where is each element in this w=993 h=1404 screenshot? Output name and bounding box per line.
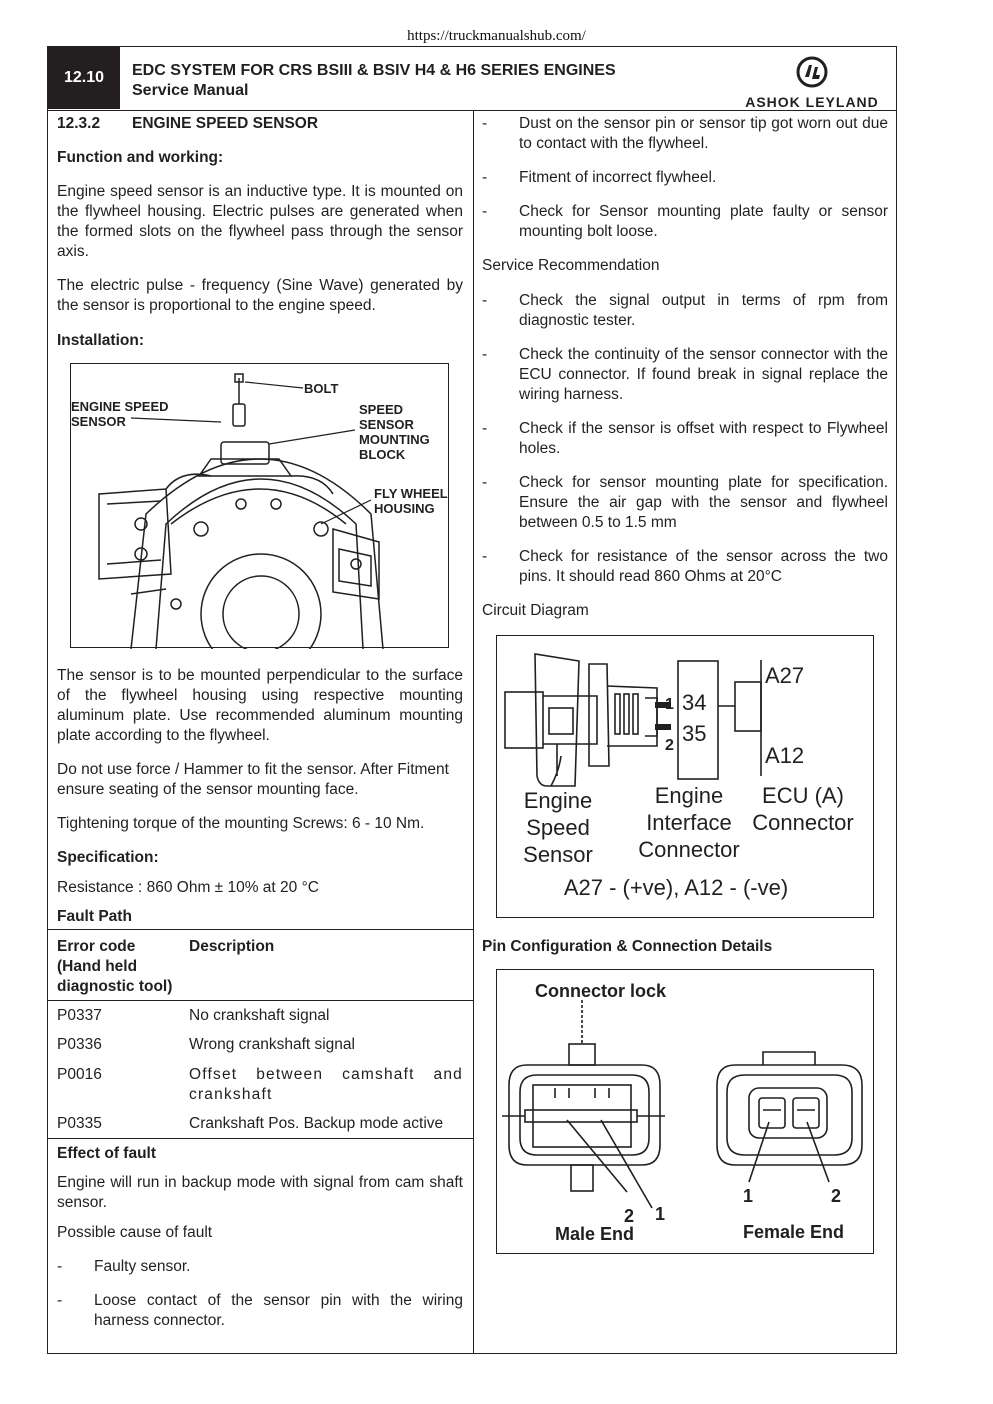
manual-title: EDC SYSTEM FOR CRS BSIII & BSIV H4 & H6 SERIES ENGINES xyxy=(132,62,616,79)
service-item xyxy=(482,419,888,459)
table-header-code-2: (Hand held xyxy=(57,958,138,975)
dash-bullet: - xyxy=(57,1292,63,1309)
label-block: BLOCK xyxy=(359,447,406,462)
dash-bullet: - xyxy=(482,346,488,363)
dash-bullet: - xyxy=(482,169,488,186)
table-top-rule xyxy=(48,929,473,930)
fault-path-heading: Fault Path xyxy=(57,908,132,925)
dash-bullet: - xyxy=(482,115,488,132)
ecu-label-line-1: ECU (A) xyxy=(762,783,844,808)
cause-text: Faulty sensor. xyxy=(94,1258,191,1275)
dash-bullet: - xyxy=(482,203,488,220)
cause-text: Loose contact of the sensor pin with the wiring harness connector. xyxy=(94,1292,463,1329)
label-mounting: MOUNTING xyxy=(359,432,430,447)
section-heading-number: 12.3.2 xyxy=(57,115,101,132)
table-code: P0337 xyxy=(57,1007,102,1024)
connector-lock-label: Connector lock xyxy=(535,981,667,1001)
service-item xyxy=(482,547,888,587)
male-end-label: Male End xyxy=(555,1224,635,1244)
circuit-heading: Circuit Diagram xyxy=(482,602,589,619)
sensor-label-line-2: Speed xyxy=(526,815,590,840)
label-sensor: SENSOR xyxy=(71,414,126,429)
pin-config-figure xyxy=(496,969,874,1254)
label-housing: HOUSING xyxy=(374,501,435,516)
service-text: Check for resistance of the sensor across the two pins. It should read 860 Ohms at 20°C xyxy=(519,548,888,585)
service-text: Check the signal output in terms of rpm from diagnostic tester. xyxy=(519,292,888,329)
install-paragraph-3: Tightening torque of the mounting Screws: 6 - 10 Nm. xyxy=(57,815,425,832)
service-item xyxy=(482,473,888,533)
table-code: P0016 xyxy=(57,1066,102,1083)
brand-logo xyxy=(732,55,892,110)
table-header-rule xyxy=(48,1000,473,1001)
circuit-diagram xyxy=(496,635,874,918)
dash-bullet: - xyxy=(482,474,488,491)
cause-item xyxy=(482,168,888,188)
install-paragraph-1: The sensor is to be mounted perpendicular to the surface of the flywheel housing using respective mounting aluminum plate. Use recommended aluminum mounting plate according to the flywheel. xyxy=(57,667,463,744)
female-pin-1-label: 1 xyxy=(743,1186,754,1206)
table-header-code-1: Error code xyxy=(57,938,136,955)
table-code: P0335 xyxy=(57,1115,102,1132)
interface-label-line-1: Engine xyxy=(654,783,724,808)
function-paragraph-2: The electric pulse - frequency (Sine Wave) generated by the sensor is proportional to the engine speed. xyxy=(57,277,463,314)
table-description: Crankshaft Pos. Backup mode active xyxy=(189,1115,444,1132)
installation-figure xyxy=(70,363,449,648)
service-text: Check the continuity of the sensor connector with the ECU connector. If found break in signal replace the wiring harness. xyxy=(519,346,888,403)
cause-text: Check for Sensor mounting plate faulty or sensor mounting bolt loose. xyxy=(519,203,888,240)
function-paragraph-1: Engine speed sensor is an inductive type. It is mounted on the flywheel housing. Electric pulses are generated when the formed slots on the flywheel pass through the sensor axis. xyxy=(57,183,463,260)
dash-bullet: - xyxy=(57,1258,63,1275)
service-text: Check if the sensor is offset with respect to Flywheel holes. xyxy=(519,420,888,457)
effect-heading: Effect of fault xyxy=(57,1145,157,1162)
label-fly-wheel: FLY WHEEL xyxy=(374,486,448,501)
column-divider xyxy=(473,110,474,1353)
install-paragraph-2: Do not use force / Hammer to fit the sensor. After Fitment ensure seating of the sensor mounting face. xyxy=(57,761,449,798)
cause-item xyxy=(57,1257,463,1277)
label-sensor-2: SENSOR xyxy=(359,417,414,432)
male-pin-2-label: 2 xyxy=(624,1206,635,1226)
dash-bullet: - xyxy=(482,292,488,309)
female-end-label: Female End xyxy=(743,1222,845,1242)
label-engine-speed: ENGINE SPEED xyxy=(71,399,169,414)
brand-emblem-icon xyxy=(795,55,829,89)
section-heading: ENGINE SPEED SENSOR xyxy=(132,115,319,132)
pin-1-label: 1 xyxy=(665,696,674,713)
function-heading: Function and working: xyxy=(57,149,224,166)
interface-label-line-3: Connector xyxy=(638,837,740,862)
connector-pin-drawing xyxy=(497,970,875,1255)
table-description: Offset between camshaft and crankshaft xyxy=(189,1066,463,1103)
label-speed: SPEED xyxy=(359,402,404,417)
dash-bullet: - xyxy=(482,420,488,437)
service-text: Check for sensor mounting plate for specification. Ensure the air gap with the sensor and flywheel between 0.5 to 1.5 mm xyxy=(519,474,888,531)
page-header xyxy=(48,47,896,111)
spec-heading: Specification: xyxy=(57,849,159,866)
cause-item xyxy=(482,202,888,242)
service-item xyxy=(482,345,888,405)
service-heading: Service Recommendation xyxy=(482,257,660,274)
service-item xyxy=(482,291,888,331)
cause-item xyxy=(482,114,888,154)
spec-text: Resistance : 860 Ohm ± 10% at 20 °C xyxy=(57,879,319,896)
table-header-description: Description xyxy=(189,938,275,955)
table-header-code-3: diagnostic tool) xyxy=(57,978,173,995)
source-url[interactable]: https://truckmanualshub.com/ xyxy=(407,28,586,44)
table-description: Wrong crankshaft signal xyxy=(189,1036,355,1053)
interface-label-line-2: Interface xyxy=(646,810,732,835)
table-bottom-rule xyxy=(48,1138,473,1139)
sensor-label-line-1: Engine xyxy=(523,788,593,813)
ecu-label-line-2: Connector xyxy=(752,810,854,835)
sensor-label-line-3: Sensor xyxy=(523,842,593,867)
brand-name: ASHOK LEYLAND xyxy=(745,94,879,110)
pin-34-label: 34 xyxy=(682,690,707,715)
cause-text: Dust on the sensor pin or sensor tip got worn out due to contact with the flywheel. xyxy=(519,115,888,152)
male-pin-1-label: 1 xyxy=(655,1204,666,1224)
pin-35-label: 35 xyxy=(682,721,707,746)
table-code: P0336 xyxy=(57,1036,102,1053)
effect-paragraph: Engine will run in backup mode with signal from cam shaft sensor. xyxy=(57,1174,463,1211)
ecu-a27-label: A27 xyxy=(765,663,805,688)
cause-heading: Possible cause of fault xyxy=(57,1224,213,1241)
cause-text: Fitment of incorrect flywheel. xyxy=(519,169,717,186)
female-pin-2-label: 2 xyxy=(831,1186,842,1206)
pin-2-label: 2 xyxy=(665,737,674,754)
manual-subtitle: Service Manual xyxy=(132,82,249,99)
section-number-badge: 12.10 xyxy=(48,47,120,109)
installation-heading: Installation: xyxy=(57,332,144,349)
label-bolt: BOLT xyxy=(304,381,339,396)
table-description: No crankshaft signal xyxy=(189,1007,330,1024)
ecu-a12-label: A12 xyxy=(765,743,805,768)
polarity-label: A27 - (+ve), A12 - (-ve) xyxy=(563,875,789,900)
cause-item xyxy=(57,1291,463,1331)
pin-config-heading: Pin Configuration & Connection Details xyxy=(482,938,773,955)
dash-bullet: - xyxy=(482,548,488,565)
